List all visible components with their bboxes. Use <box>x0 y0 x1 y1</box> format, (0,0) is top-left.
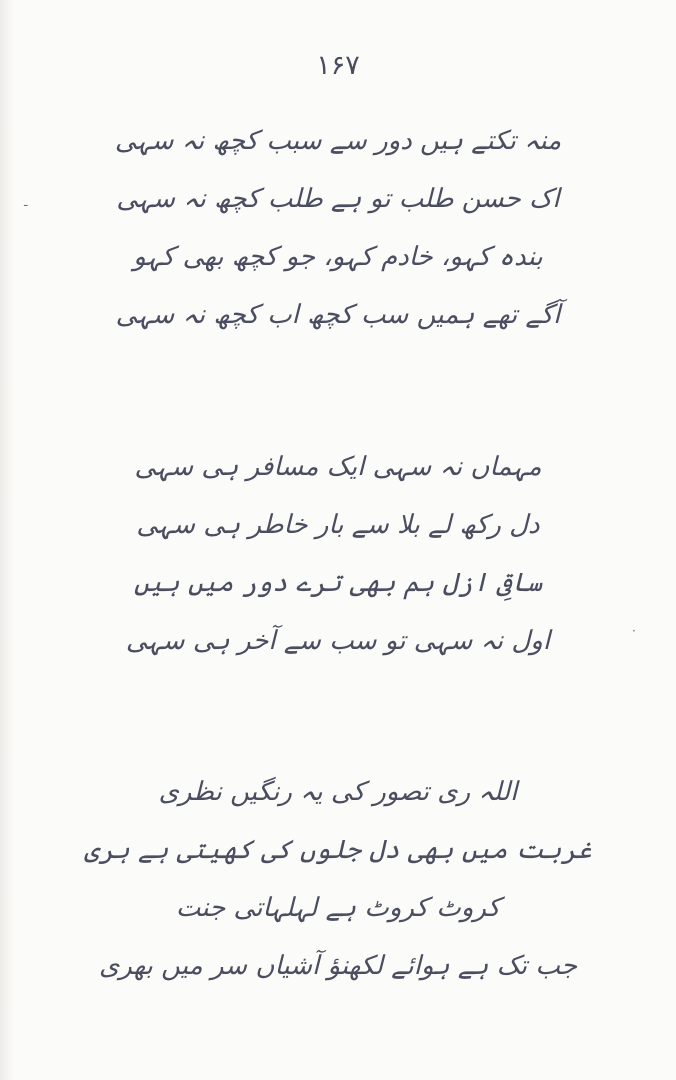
verse-line: بندہ کہو، خادم کہو، جو کچھ بھی کہو <box>133 242 543 272</box>
stanza-1 <box>0 112 676 344</box>
verse-line: دل رکھ لے بلا سے بار خاطر ہی سہی <box>136 510 540 540</box>
verse-line: غربت میں بھی دل جلوں کی کھیتی ہے ہری <box>84 835 592 865</box>
verse-line: اللہ ری تصور کی یہ رنگیں نظری <box>158 777 518 807</box>
scan-speck: ـ <box>24 195 28 209</box>
stanza-2 <box>0 438 676 670</box>
verse-line: اول نہ سہی تو سب سے آخر ہی سہی <box>125 626 551 656</box>
verse-line: اک حسن طلب تو ہے طلب کچھ نہ سہی <box>116 184 560 214</box>
stanza-3 <box>0 763 676 995</box>
verse-line: آگے تھے ہمیں سب کچھ اب کچھ نہ سہی <box>115 300 561 330</box>
verse-line: کروٹ کروٹ ہے لہلہاتی جنت <box>175 893 501 923</box>
verse-line: منہ تکتے ہیں دور سے سبب کچھ نہ سہی <box>114 126 562 156</box>
verse-line: جب تک ہے ہوائے لکھنؤ آشیاں سر میں بھری <box>98 951 578 981</box>
scan-speck: · <box>632 624 636 638</box>
page-number: ۱۶۷ <box>316 50 360 81</box>
verse-line: مہماں نہ سہی ایک مسافر ہی سہی <box>134 452 542 482</box>
verse-line: ساقیِ ازل ہم بھی ترے دور میں ہیں <box>133 568 543 598</box>
